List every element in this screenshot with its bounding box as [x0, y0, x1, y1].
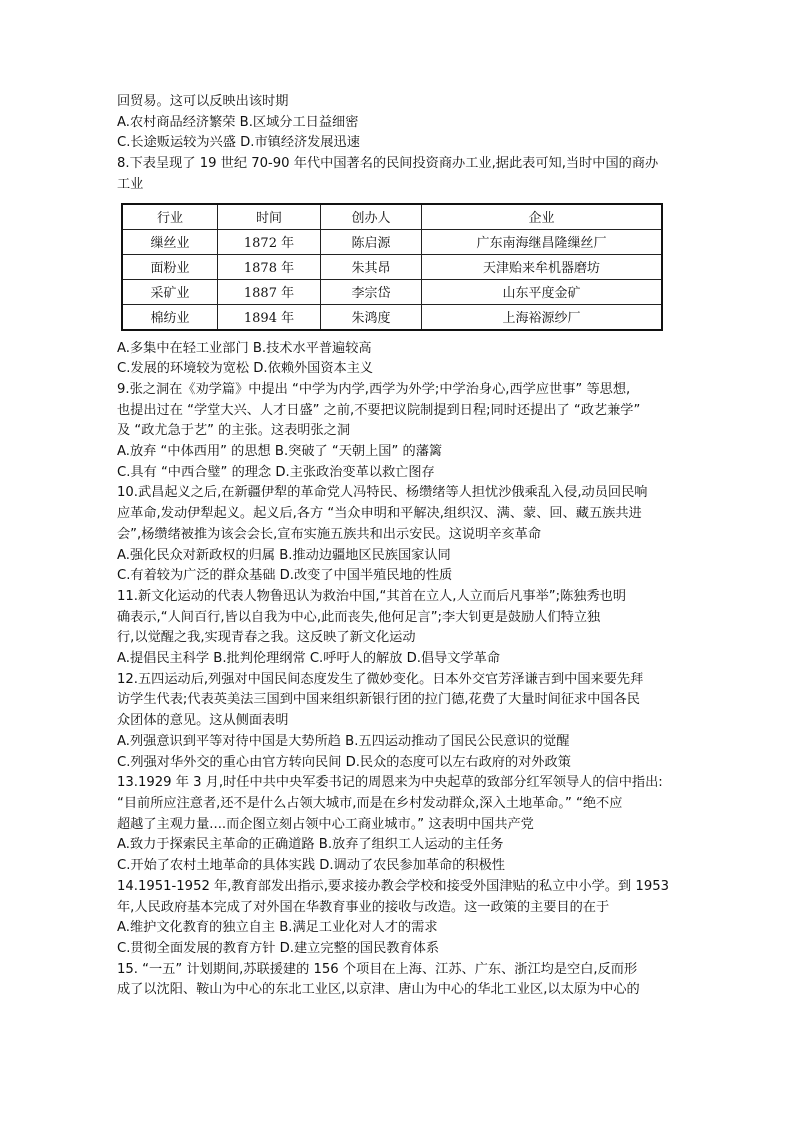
text-line: 确表示,“人间百行,皆以自我为中心,此而丧失,他何足言”;李大钊更是鼓励人们特立独	[117, 609, 601, 625]
text-line: 超越了主观力量....而企图立刻占领中心工商业城市。” 这表明中国共产党	[117, 816, 534, 832]
text-line: 成了以沈阳、鞍山为中心的东北工业区,以京津、唐山为中心的华北工业区,以太原为中心的	[117, 982, 640, 998]
text-line: A.致力于探索民主革命的正确道路 B.放弃了组织工人运动的主任务	[117, 837, 504, 853]
text-line: 回贸易。这可以反映出该时期	[117, 94, 289, 109]
text-line: 众团体的意见。这从侧面表明	[117, 713, 289, 729]
cell-time: 1872 年	[218, 229, 321, 254]
cell-founder: 陈启源	[321, 229, 422, 254]
text-line: A.强化民众对新政权的归属 B.推动边疆地区民族国家认同	[117, 547, 451, 563]
header-founder: 创办人	[321, 204, 422, 230]
text-line: C.列强对华外交的重心由官方转向民间 D.民众的态度可以左右政府的对外政策	[117, 754, 571, 770]
text-line: 9.张之洞在《劝学篇》中提出 “中学为内学,西学为外学;中学治身心,西学应世事” 等思想,	[117, 381, 631, 397]
text-line: A.维护文化教育的独立自主 B.满足工业化对人才的需求	[117, 920, 438, 936]
text-line: 11.新文化运动的代表人物鲁迅认为救治中国,“其首在立人,人立而后凡事举”;陈独秀也明	[117, 588, 627, 604]
industry-table	[121, 203, 663, 331]
text-line: “目前所应注意者,还不是什么占领大城市,而是在乡村发动群众,深入土地革命。” “绝不应	[117, 795, 623, 811]
cell-time: 1878 年	[218, 254, 321, 279]
cell-industry: 采矿业	[122, 279, 218, 304]
cell-industry: 面粉业	[122, 254, 218, 279]
header-industry: 行业	[122, 204, 218, 230]
text-line: C.具有 “中西合璧” 的理念 D.主张政治变革以救亡图存	[117, 464, 435, 480]
text-line: A.多集中在轻工业部门 B.技术水平普遍较高	[117, 340, 372, 356]
text-line: 会”,杨缵绪被推为该会会长,宣布实施五族共和出示安民。这说明辛亥革命	[117, 526, 542, 542]
cell-founder: 朱鸿度	[321, 304, 422, 330]
table-row	[122, 304, 662, 330]
cell-industry: 棉纺业	[122, 304, 218, 330]
text-block-top	[117, 92, 692, 196]
text-line: A.列强意识到平等对待中国是大势所趋 B.五四运动推动了国民公民意识的觉醒	[117, 733, 570, 749]
text-line: 15. “一五” 计划期间,苏联援建的 156 个项目在上海、江苏、广东、浙江均是空白,反而形	[117, 961, 638, 977]
header-time: 时间	[218, 204, 321, 230]
text-line: 年,人民政府基本完成了对外国在华教育事业的接收与改造。这一政策的主要目的在于	[117, 899, 610, 915]
text-line: 及 “政尤急于艺” 的主张。这表明张之洞	[117, 423, 351, 439]
text-line: C.有着较为广泛的群众基础 D.改变了中国半殖民地的性质	[117, 568, 453, 584]
table-row	[122, 229, 662, 254]
text-line: C.发展的环境较为宽松 D.依赖外国资本主义	[117, 361, 374, 377]
cell-industry: 缫丝业	[122, 229, 218, 254]
cell-enterprise: 广东南海继昌隆缫丝厂	[422, 229, 663, 254]
text-line: 10.武昌起义之后,在新疆伊犁的革命党人冯特民、杨缵绪等人担忧沙俄乘乱入侵,动员回民响	[117, 485, 648, 501]
table-row	[122, 279, 662, 304]
text-line: 工业	[117, 176, 144, 192]
text-line: 应革命,发动伊犁起义。起义后,各方 “当众申明和平解决,组织汉、满、蒙、回、藏五族共进	[117, 506, 642, 522]
text-line: A.提倡民主科学 B.批判伦理纲常 C.呼吁人的解放 D.倡导文学革命	[117, 651, 501, 667]
cell-time: 1894 年	[218, 304, 321, 330]
table-row	[122, 254, 662, 279]
text-block-bottom	[117, 339, 692, 1002]
text-line: C.长途贩运较为兴盛 D.市镇经济发展迅速	[117, 135, 360, 151]
text-line: 行,以觉醒之我,实现青春之我。这反映了新文化运动	[117, 630, 416, 646]
cell-enterprise: 上海裕源纱厂	[422, 304, 663, 330]
table-header-row	[122, 204, 662, 230]
cell-enterprise: 天津贻来牟机器磨坊	[422, 254, 663, 279]
cell-founder: 朱其昂	[321, 254, 422, 279]
text-line: 13.1929 年 3 月,时任中共中央军委书记的周恩来为中央起草的致部分红军领导人的信中指出:	[117, 775, 663, 791]
cell-founder: 李宗岱	[321, 279, 422, 304]
exam-page	[117, 92, 692, 1001]
cell-enterprise: 山东平度金矿	[422, 279, 663, 304]
text-line: C.开始了农村土地革命的具体实践 D.调动了农民参加革命的积极性	[117, 858, 505, 874]
text-line: 14.1951-1952 年,教育部发出指示,要求接办教会学校和接受外国津贴的私立中小学。到 1953	[117, 878, 669, 894]
text-line: C.贯彻全面发展的教育方针 D.建立完整的国民教育体系	[117, 940, 440, 956]
text-line: A.农村商品经济繁荣 B.区域分工日益细密	[117, 114, 359, 130]
text-line: 访学生代表;代表英美法三国到中国来组织新银行团的拉门德,花费了大量时间征求中国各民	[117, 692, 640, 708]
text-line: 也提出过在 “学堂大兴、人才日盛” 之前,不要把议院制提到日程;同时还提出了 “政艺兼学”	[117, 402, 641, 418]
text-line: A.放弃 “中体西用” 的思想 B.突破了 “天朝上国” 的藩篱	[117, 444, 443, 460]
text-line: 8.下表呈现了 19 世纪 70-90 年代中国著名的民间投资商办工业,据此表可知,当时中国的商办	[117, 156, 659, 172]
header-enterprise: 企业	[422, 204, 663, 230]
cell-time: 1887 年	[218, 279, 321, 304]
text-line: 12.五四运动后,列强对中国民间态度发生了微妙变化。日本外交官芳泽谦吉到中国来要先拜	[117, 671, 644, 687]
